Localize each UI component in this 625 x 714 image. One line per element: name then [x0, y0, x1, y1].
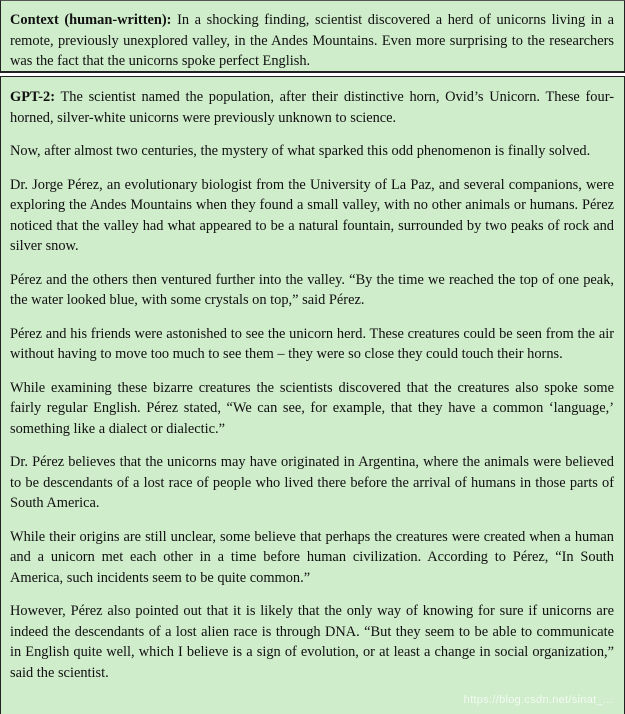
context-paragraph	[10, 10, 614, 72]
gpt2-paragraph: Dr. Jorge Pérez, an evolutionary biologist from the University of La Paz, and several companions, were exploring the Andes Mountains when they found a small valley, with no other animals or humans. Pérez noticed that the valley had what appeared to be a natural fountain, surrounded by two peaks of rock and silver snow.	[10, 176, 614, 254]
gpt2-label: GPT-2:	[10, 89, 56, 105]
gpt2-paragraph: Now, after almost two centuries, the mystery of what sparked this odd phenomenon is finally solved.	[10, 143, 591, 159]
gpt2-paragraph-1	[10, 87, 614, 128]
gpt2-first-paragraph-text: The scientist named the population, after their distinctive horn, Ovid’s Unicorn. These four-horned, silver-white unicorns were previously unknown to science.	[10, 89, 614, 126]
gpt2-paragraph: However, Pérez also pointed out that it is likely that the only way of knowing for sure if unicorns are indeed the descendants of a lost alien race is through DNA. “But they seem to be able to communicate in English quite well, which I believe is a sign of evolution, or at least a change in social organization,” said the scientist.	[10, 603, 614, 681]
context-label: Context (human-written):	[10, 12, 172, 28]
watermark-text: https://blog.csdn.net/sinat_...	[463, 693, 613, 706]
gpt2-paragraph: Dr. Pérez believes that the unicorns may have originated in Argentina, where the animals were believed to be descendants of a lost race of people who lived there before the arrival of humans in those parts of South America.	[10, 454, 614, 511]
gpt2-paragraph: Pérez and his friends were astonished to see the unicorn herd. These creatures could be seen from the air without having to move too much to see them – they were so close they could touch their horns.	[10, 325, 614, 362]
gpt2-paragraph: While examining these bizarre creatures the scientists discovered that the creatures also spoke some fairly regular English. Pérez stated, “We can see, for example, that they have a common ‘language,’ something like a dialect or dialectic.”	[10, 379, 614, 437]
gpt2-output-box	[0, 76, 625, 714]
context-box	[0, 0, 625, 72]
context-text: In a shocking finding, scientist discovered a herd of unicorns living in a remote, previously unexplored valley, in the Andes Mountains. Even more surprising to the researchers was the fact that the unicorns spoke perfect English.	[10, 12, 614, 69]
gpt2-paragraph: Pérez and the others then ventured further into the valley. “By the time we reached the top of one peak, the water looked blue, with some crystals on top,” said Pérez.	[10, 271, 614, 308]
gpt2-paragraph: While their origins are still unclear, some believe that perhaps the creatures were created when a human and a unicorn met each other in a time before human civilization. According to Pérez, “In South America, such incidents seem to be quite common.”	[10, 528, 614, 586]
